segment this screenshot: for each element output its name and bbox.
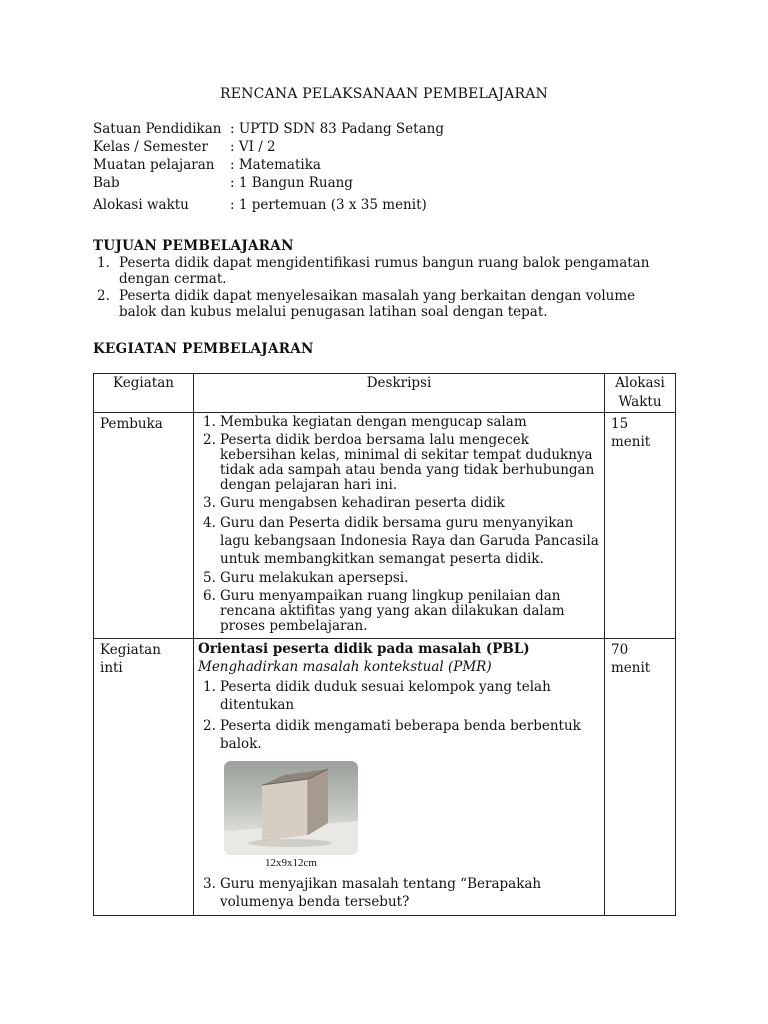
list-item: 2. Peserta didik mengamati beberapa benda berbentuk balok.	[203, 718, 581, 752]
table-row	[94, 639, 676, 916]
page-title: RENCANA PELAKSANAAN PEMBELAJARAN	[220, 86, 548, 102]
activity-heading: Orientasi peserta didik pada masalah (PBL)	[198, 641, 530, 657]
steps-list	[198, 875, 600, 911]
cell-kegiatan: Kegiatan inti	[94, 639, 194, 916]
activity-subheading: Menghadirkan masalah kontekstual (PMR)	[198, 659, 492, 675]
table-header-row	[94, 374, 676, 413]
cell-kegiatan: Pembuka	[94, 413, 194, 639]
info-value: : VI / 2	[230, 139, 276, 155]
list-number: 1.	[97, 255, 110, 271]
info-label: Bab	[93, 175, 120, 191]
list-item	[93, 288, 673, 320]
info-value: : 1 Bangun Ruang	[230, 175, 353, 191]
cell-deskripsi	[194, 413, 605, 639]
info-label: Satuan Pendidikan	[93, 121, 222, 137]
info-label: Alokasi waktu	[93, 197, 189, 213]
info-value: : Matematika	[230, 157, 321, 173]
cell-alokasi: 70 menit	[605, 639, 676, 916]
info-value: : UPTD SDN 83 Padang Setang	[230, 121, 444, 137]
header-deskripsi: Deskripsi	[194, 374, 605, 413]
list-item: 3. Guru mengabsen kehadiran peserta didik	[203, 495, 505, 511]
list-item: 1. Membuka kegiatan dengan mengucap salam	[203, 414, 527, 430]
list-item: 6. Guru menyampaikan ruang lingkup penilaian dan rencana aktifitas yang yang akan dilakukan dalam proses pembelajaran.	[203, 588, 565, 634]
table-row	[94, 413, 676, 639]
box-photo	[224, 761, 358, 855]
cell-alokasi: 15 menit	[605, 413, 676, 639]
box-figure	[224, 761, 358, 869]
list-number: 2.	[97, 288, 110, 304]
list-item	[93, 255, 673, 287]
list-text: Peserta didik dapat mengidentifikasi rumus bangun ruang balok pengamatan dengan cermat.	[119, 255, 650, 287]
list-item: 1. Peserta didik duduk sesuai kelompok yang telah ditentukan	[203, 679, 551, 713]
info-label: Kelas / Semester	[93, 139, 208, 155]
activity-table	[93, 373, 676, 916]
cell-deskripsi	[194, 639, 605, 916]
figure-caption: 12x9x12cm	[265, 857, 317, 869]
steps-list	[198, 415, 600, 634]
list-item: 2. Peserta didik berdoa bersama lalu mengecek kebersihan kelas, minimal di sekitar tempat duduknya tidak ada sampah atau benda yang tidak berhubungan dengan pelajaran hari ini.	[203, 432, 595, 493]
box-image	[224, 761, 358, 855]
header-kegiatan: Kegiatan	[94, 374, 194, 413]
info-label: Muatan pelajaran	[93, 157, 215, 173]
header-alokasi: Alokasi Waktu	[605, 374, 676, 413]
list-item: 3. Guru menyajikan masalah tentang “Berapakah volumenya benda tersebut?	[203, 876, 542, 910]
list-item: 5. Guru melakukan apersepsi.	[203, 570, 409, 586]
info-value: : 1 pertemuan (3 x 35 menit)	[230, 197, 427, 213]
steps-list	[198, 678, 600, 753]
section-heading-kegiatan: KEGIATAN PEMBELAJARAN	[93, 341, 314, 357]
list-item: 4. Guru dan Peserta didik bersama guru menyanyikan lagu kebangsaan Indonesia Raya dan Garuda Pancasila untuk membangkitkan semangat peserta didik.	[203, 515, 599, 567]
list-text: Peserta didik dapat menyelesaikan masalah yang berkaitan dengan volume balok dan kubus melalui penugasan latihan soal dengan tepat.	[119, 288, 636, 320]
section-heading-tujuan: TUJUAN PEMBELAJARAN	[93, 238, 294, 254]
goals-list	[93, 255, 673, 321]
